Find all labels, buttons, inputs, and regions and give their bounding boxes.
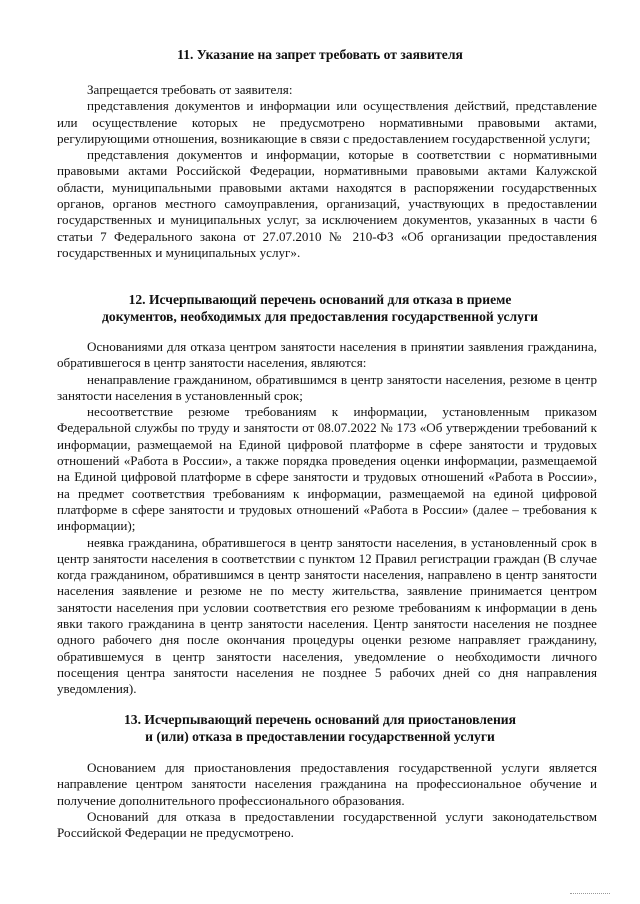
section-12-title	[40, 291, 600, 325]
section-13-title	[40, 711, 600, 745]
section-12-title-line2: документов, необходимых для предоставления государственной услуги	[102, 309, 538, 324]
paragraph: Основаниями для отказа центром занятости населения в принятии заявления гражданина, обратившегося в центр занятости населения, являются:	[57, 339, 597, 371]
paragraph: представления документов и информации, которые в соответствии с нормативными правовыми актами Российской Федерации, нормативными правовыми актами Калужской области, муниципальными правовыми актами находятся в распоряжении государственных органов, органов местного самоуправления, организаций, участвующих в предоставлении государственных и муниципальных услуг, за исключением документов, указанных в части 6 статьи 7 Федерального закона от 27.07.2010 № 210-ФЗ «Об организации предоставления государственных и муниципальных услуг».	[57, 147, 597, 260]
paragraph: Запрещается требовать от заявителя:	[87, 82, 293, 97]
paragraph: несоответствие резюме требованиям к информации, установленным приказом Федеральной службы по труду и занятости от 08.07.2022 № 173 «Об утверждении требований к информации, размещаемой на Единой цифровой платформе в сфере занятости и трудовых отношений «Работа в России», а также порядка проведения оценки информации, размещаемой на Единой цифровой платформе в сфере занятости и трудовых отношений «Работа в России», на предмет соответствия требованиям к информации, размещаемой на единой цифровой платформе в сфере занятости и трудовых отношений «Работа в России» (далее – требования к информации);	[57, 404, 597, 534]
paragraph: ненаправление гражданином, обратившимся в центр занятости населения, резюме в центр занятости населения в установленный срок;	[57, 371, 597, 403]
section-12-title-line1: 12. Исчерпывающий перечень оснований для отказа в приеме	[128, 292, 512, 307]
section-13-body	[57, 760, 597, 841]
paragraph: Основанием для приостановления предоставления государственной услуги является направление центром занятости населения гражданина на профессиональное обучение и получение дополнительного профессионального образования.	[57, 760, 597, 808]
section-13-title-line2: и (или) отказа в предоставлении государственной услуги	[145, 729, 495, 744]
paragraph: представления документов и информации или осуществления действий, представление или осуществление которых не предусмотрено нормативными правовыми актами, регулирующими отношения, возникающие в связи с предоставлением государственной услуги;	[57, 98, 597, 146]
scan-mark	[570, 893, 610, 896]
section-11-body	[57, 82, 597, 261]
paragraph: неявка гражданина, обратившегося в центр занятости населения, в установленный срок в центр занятости населения в соответствии с пунктом 12 Правил регистрации граждан (В случае когда гражданином, обратившимся в центр занятости населения, направлено в центр занятости населения заявление и резюме не по месту жительства, заявление принимается центром занятости населения при условии соответствия его резюме требованиям к информации в день явки такого гражданина в центр занятости населения. Центр занятости населения не позднее одного рабочего дня после окончания процедуры оценки резюме направляет гражданину, обратившемуся в центр занятости населения, уведомление о необходимости личного посещения центра занятости населения не позднее 5 рабочих дней со дня направления уведомления).	[57, 534, 597, 697]
paragraph: Оснований для отказа в предоставлении государственной услуги законодательством Российской Федерации не предусмотрено.	[57, 808, 597, 841]
section-12-body	[57, 339, 597, 698]
section-11-title: 11. Указание на запрет требовать от заявителя	[177, 47, 463, 62]
section-13-title-line1: 13. Исчерпывающий перечень оснований для приостановления	[124, 712, 516, 727]
